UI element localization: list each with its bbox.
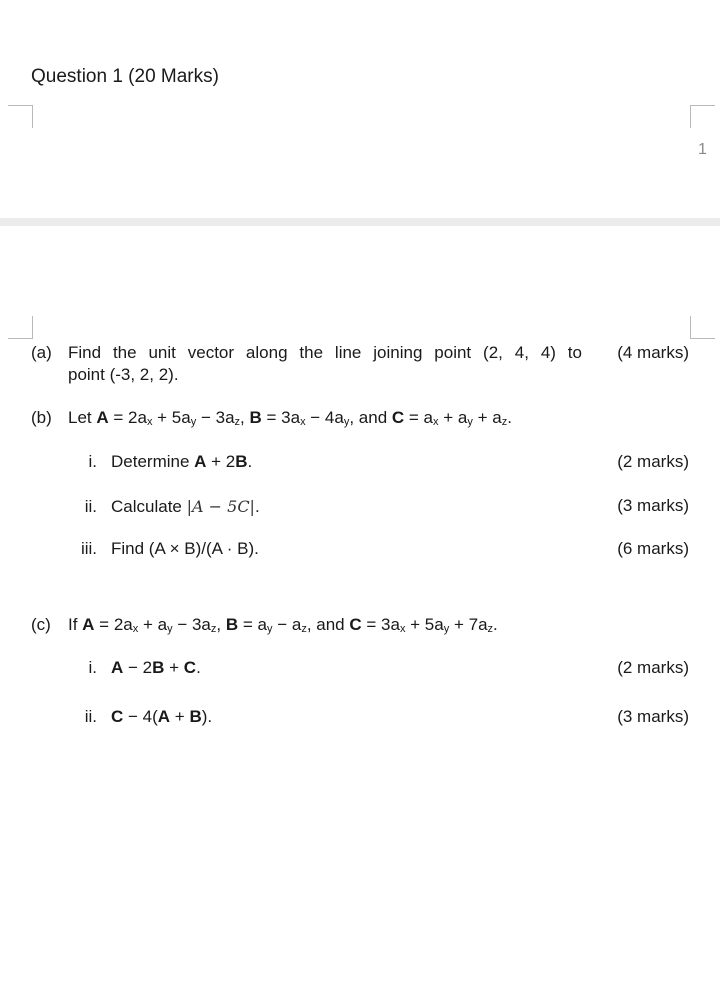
- part-b-intro: Let $A = 2a_x + 5a_y - 3a_z$, $B = 3a_x - 4a_y$, and $C = a_x + a_y + a_z$.: [68, 408, 512, 428]
- page-number: 1: [698, 141, 707, 158]
- part-a-line2: point (-3, 2, 2).: [68, 365, 179, 384]
- part-b-label: (b): [31, 408, 52, 427]
- crop-mark-top-left: [8, 105, 33, 128]
- part-b-ii-text: Calculate |A − 5C|.: [111, 497, 260, 516]
- part-a-line1: Find the unit vector along the line joining point (2, 4, 4) to: [68, 343, 582, 362]
- part-b-i-marks: (2 marks): [617, 452, 689, 471]
- part-b-iii-marks: (6 marks): [617, 539, 689, 558]
- part-c-intro: If $A = 2a_x + a_y - 3a_z$, $B = a_y - a_z$, and $C = 3a_x + 5a_y + 7a_z$.: [68, 615, 498, 635]
- part-b-ii-marks: (3 marks): [617, 496, 689, 515]
- crop-mark-bottom-right: [690, 316, 715, 339]
- part-c-ii-text: C − 4(A + B).: [111, 707, 213, 726]
- part-b-i-num: i.: [88, 452, 97, 471]
- part-c-i-text: A − 2B + C.: [111, 658, 201, 677]
- crop-mark-top-right: [690, 105, 715, 128]
- formula-a-minus-5c: |A − 5C|: [186, 497, 255, 516]
- part-c-label: (c): [31, 615, 51, 634]
- part-b-ii-num: ii.: [84, 497, 97, 516]
- part-b-iii-text: Find (A × B)/(A · B).: [111, 539, 259, 558]
- part-a-label: (a): [31, 343, 52, 362]
- part-b-iii-num: iii.: [80, 539, 97, 558]
- part-c-i-num: i.: [88, 658, 97, 677]
- part-c-ii-num: ii.: [84, 707, 97, 726]
- part-a-marks: (4 marks): [617, 343, 689, 362]
- crop-mark-bottom-left: [8, 316, 33, 339]
- question-title: Question 1 (20 Marks): [31, 66, 219, 87]
- part-c-ii-marks: (3 marks): [617, 707, 689, 726]
- page-separator: [0, 218, 720, 226]
- part-b-i-text: Determine A + 2B.: [111, 452, 253, 471]
- part-c-i-marks: (2 marks): [617, 658, 689, 677]
